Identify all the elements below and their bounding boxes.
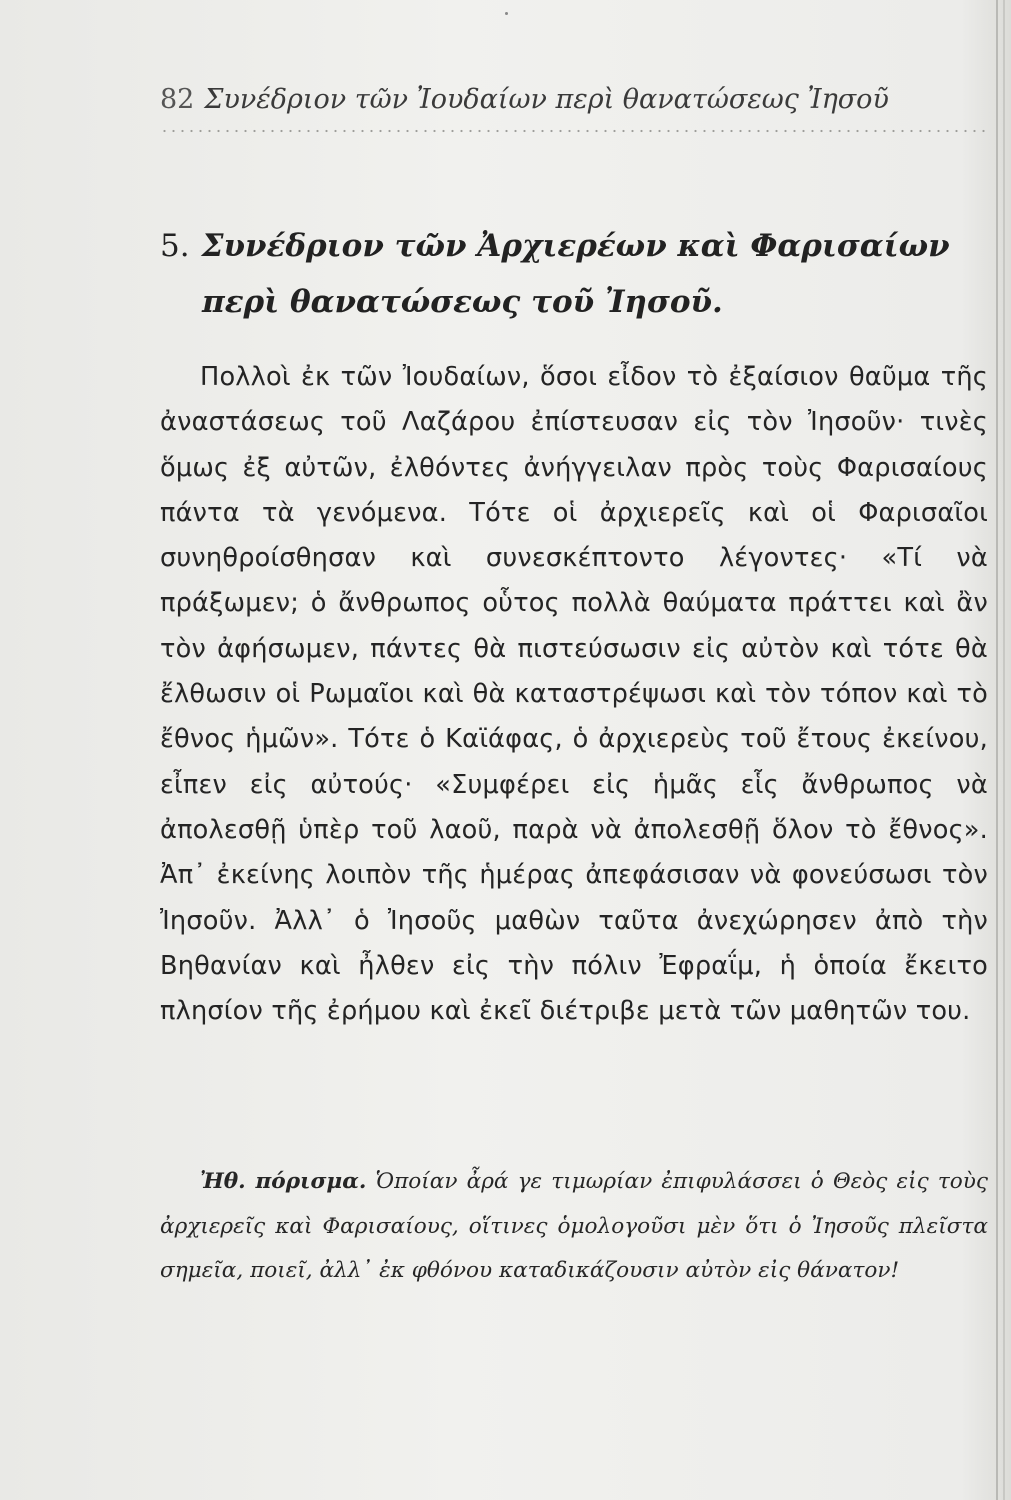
page-edge-line [996,0,998,1500]
header-rule [160,128,990,134]
section-title-line-1 [160,218,992,274]
moral-lesson [160,1160,988,1294]
section-title-text-1: Συνέδριον τῶν Ἀρχιερέων καὶ Φαρισαίων [201,228,950,264]
page-number: 82 [160,84,195,115]
body-paragraph: Πολλοὶ ἐκ τῶν Ἰουδαίων, ὅσοι εἶδον τὸ ἐξαίσιον θαῦμα τῆς ἀναστάσεως τοῦ Λαζάρου ἐπίστευσαν εἰς τὸν Ἰησοῦν· τινὲς ὅμως ἐξ αὐτῶν, ἐλθόντες ἀνήγγειλαν πρὸς τοὺς Φαρισαίους πάντα τὰ γενόμενα. Τότε οἱ ἀρχιερεῖς καὶ οἱ Φαρισαῖοι συνηθροίσθησαν καὶ συνεσκέπτοντο λέγοντες· «Τί νὰ πράξωμεν; ὁ ἄνθρωπος οὗτος πολλὰ θαύματα πράττει καὶ ἂν τὸν ἀφήσωμεν, πάντες θὰ πιστεύσωσιν εἰς αὐτὸν καὶ τότε θὰ ἔλθωσιν οἱ Ρωμαῖοι καὶ θὰ καταστρέψωσι καὶ τὸν τόπον καὶ τὸ ἔθνος ἡμῶν». Τότε ὁ Καϊάφας, ὁ ἀρχιερεὺς τοῦ ἔτους ἐκείνου, εἶπεν εἰς αὐτούς· «Συμφέρει εἰς ἡμᾶς εἷς ἄνθρωπος νὰ ἀπολεσθῇ ὑπὲρ τοῦ λαοῦ, παρὰ νὰ ἀπολεσθῇ ὅλον τὸ ἔθνος». Ἀπ᾿ ἐκείνης λοιπὸν τῆς ἡμέρας ἀπεφάσισαν νὰ φονεύσωσι τὸν Ἰησοῦν. Ἀλλ᾿ ὁ Ἰησοῦς μαθὼν ταῦτα ἀνεχώρησεν ἀπὸ τὴν Βηθανίαν καὶ ἦλθεν εἰς τὴν πόλιν Ἐφραΐμ, ἡ ὁποία ἔκειτο πλησίον τῆς ἐρήμου καὶ ἐκεῖ διέτριβε μετὰ τῶν μαθητῶν του. [160,362,988,1027]
running-header [160,84,992,124]
section-title-line-2: περὶ θανατώσεως τοῦ Ἰησοῦ. [202,284,723,320]
page-edge-line [1003,0,1005,1500]
section-number: 5. [160,228,190,264]
moral-text: Ὁποίαν ἆρά γε τιμωρίαν ἐπιφυλάσσει ὁ Θεὸς εἰς τοὺς ἀρχιερεῖς καὶ Φαρισαίους, οἵτινες ὁμολογοῦσι μὲν ὅτι ὁ Ἰησοῦς πλεῖστα σημεῖα, ποιεῖ, ἀλλ᾿ ἐκ φθόνου καταδικάζουσιν αὐτὸν εἰς θάνατον! [160,1169,988,1283]
section-title [160,218,992,330]
moral-label: Ἠθ. πόρισμα. [200,1169,367,1194]
ink-speck [505,12,508,15]
running-title: Συνέδριον τῶν Ἰουδαίων περὶ θανατώσεως Ἰησοῦ [204,84,889,115]
